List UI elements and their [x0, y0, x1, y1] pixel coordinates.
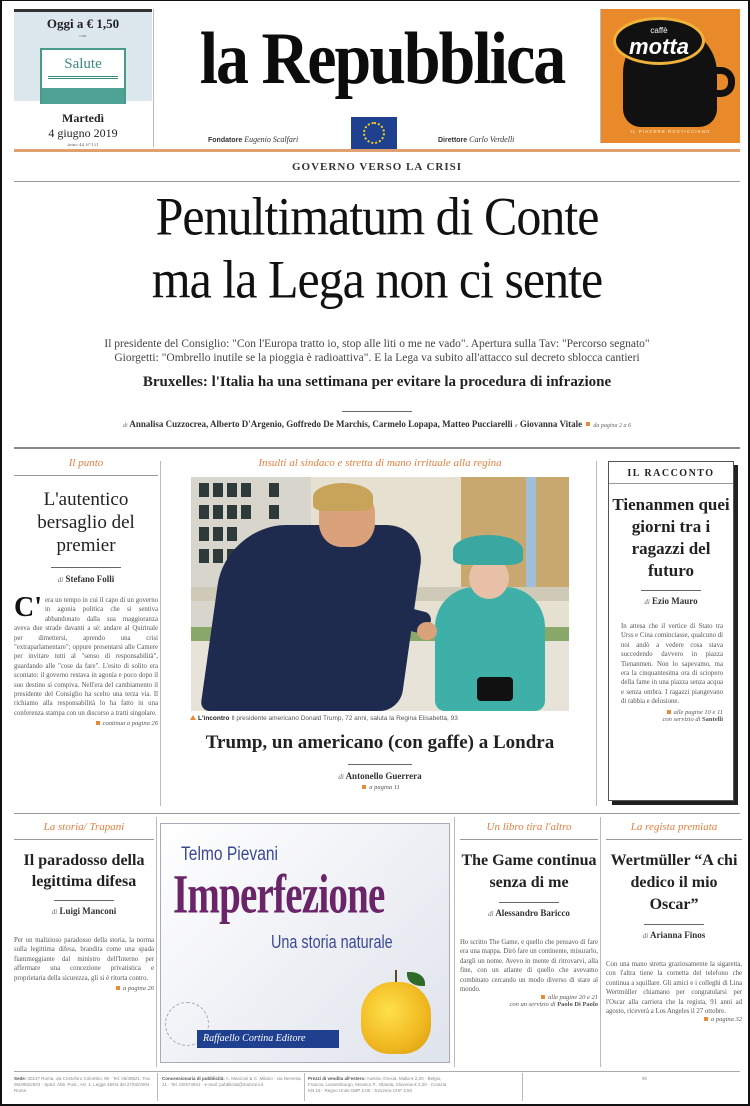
center-headline[interactable]: Trump, un americano (con gaffe) a Londra — [205, 732, 555, 753]
page-ref[interactable] — [460, 994, 598, 1001]
by-prefix: di — [122, 423, 128, 429]
bullet-icon — [116, 986, 120, 990]
byline-divider — [342, 411, 412, 412]
column-title[interactable]: The Game continua senza di me — [461, 852, 597, 891]
triangle-icon — [190, 715, 196, 720]
footer-address — [14, 1076, 154, 1094]
founder-credit — [208, 135, 298, 144]
by-prefix: di — [488, 910, 494, 918]
by-prefix: di — [51, 908, 58, 916]
ad-brand: motta — [629, 34, 689, 59]
column-divider — [600, 817, 601, 1067]
promo-panel — [14, 9, 152, 101]
service-prefix: con un servizio di — [509, 1001, 556, 1009]
trump-queen-photo[interactable] — [191, 477, 569, 711]
window — [241, 505, 251, 519]
column-title[interactable]: Wertmüller “A chi dedico il mio Oscar” — [610, 852, 738, 913]
window — [213, 527, 223, 541]
footer-divider-v — [522, 1073, 523, 1101]
body-text: era un tempo in cui il capo di un governo in agonia politica che si sentiva abbandonato dalla sua maggioranza aveva due strade davanti a sé: andare al Quirinale per dimettersi, aprendo una crisi "extraparlamentare"; oppure presentarsi alle Camere per invitare tutti al "senso di responsabilità", guardando alle "cose da fare". L'esito di solito era scontato: il governo restava in agonia e poco dopo il suo destino si compiva. Nell'era del cambiamento il presidente del Consiglio ha scelto una terza via. Il richiamo alla responsabilità lo ha fatto in una conferenza stampa con un discorso a tratti singolare. — [14, 597, 158, 717]
masthead — [12, 7, 742, 149]
author-divider — [641, 590, 701, 591]
bottom-section-divider — [14, 813, 740, 814]
column-wertmuller — [606, 821, 742, 1023]
trump-hair — [313, 483, 373, 511]
author-name: Stefano Folli — [65, 574, 115, 584]
column-author — [14, 906, 154, 916]
director-credit — [438, 135, 514, 144]
continue-text: continua a pagina 26 — [102, 720, 158, 728]
ad-brand-small: caffè — [650, 26, 668, 35]
column-title[interactable]: Tienanmen quei giorni tra i ragazzi del futuro — [612, 495, 730, 580]
page-ref[interactable]: da pagina 2 a 6 — [593, 423, 632, 429]
window — [227, 505, 237, 519]
palace-window-blue — [526, 477, 536, 587]
service-credit — [609, 716, 723, 723]
column-title[interactable]: Il paradosso della legittima difesa — [23, 852, 145, 890]
deck-line-2: Giorgetti: "Ombrello inutile se la pioggia è radioattiva". E la Lega va subito all'attacco sul decreto sblocca cantieri — [114, 352, 640, 364]
section-divider — [14, 447, 740, 449]
promo-with: con — [79, 33, 87, 38]
eu-flag-icon — [351, 117, 397, 151]
author-name: Antonello Guerrera — [345, 771, 422, 781]
author-name: Alessandro Baricco — [495, 908, 570, 918]
footer-label: Concessionaria di pubblicità: — [162, 1076, 225, 1081]
column-baricco — [460, 821, 598, 1008]
bullet-icon — [704, 1017, 708, 1021]
authors: Annalisa Cuzzocrea, Alberto D'Argenio, Goffredo De Marchis, Carmelo Lopapa, Matteo Pucciarelli — [129, 419, 513, 429]
column-il-punto — [14, 457, 158, 727]
page-ref-text: a pagina 11 — [369, 784, 400, 791]
motta-logo-oval — [613, 17, 705, 65]
footer-text: A. Manzoni & C. Milano · via Nervesa, 21 · Tel. 02/574941 · e-mail: pubblicita@manzoni.it — [162, 1076, 302, 1087]
director-label: Direttore — [438, 137, 468, 144]
bullet-icon — [96, 721, 100, 725]
photo-caption — [190, 715, 590, 722]
footer-text: Austria, Grecia, Malta € 2,20 · Belgio, Francia, Lussemburgo, Monaco P., Olanda, Slovenia € 2,20 · Croazia KN 15 · Regno Unito GBP 2,00 · Svizzera CHF 3,50 — [308, 1076, 447, 1093]
eu-stars-ring — [363, 122, 385, 144]
kicker-divider — [14, 181, 740, 182]
column-divider — [156, 817, 157, 1067]
lead-deck — [14, 337, 740, 365]
column-author — [606, 930, 742, 940]
column-divider — [454, 817, 455, 1067]
ad-slogan: IL PIACERE ROSTICCIANO — [630, 129, 711, 134]
ad-publisher: Raffaello Cortina Editore — [197, 1030, 339, 1048]
label-divider — [14, 839, 154, 840]
author-name: Luigi Manconi — [59, 906, 117, 916]
footer-label: Prezzi di vendita all'estero: — [308, 1076, 366, 1081]
promo-book-title: Salute — [64, 56, 102, 72]
citrus-fruit-icon — [361, 982, 431, 1054]
page-ref[interactable] — [170, 784, 590, 791]
lead-subhead[interactable]: Bruxelles: l'Italia ha una settimana per evitare la procedura di infrazione — [142, 374, 612, 390]
page-ref[interactable] — [606, 1016, 742, 1023]
label-divider — [14, 475, 158, 476]
promo-book-cover — [40, 48, 126, 104]
column-label: IL RACCONTO — [609, 462, 733, 484]
service-author: Santelli — [702, 715, 723, 723]
headline-line-2: ma la Lega non ci sente — [151, 248, 603, 310]
author-name: Arianna Finos — [649, 930, 706, 940]
ad-title: Imperfezione — [173, 863, 385, 925]
last-author: Giovanna Vitale — [519, 419, 583, 429]
bullet-icon — [667, 710, 671, 714]
handbag — [477, 677, 513, 701]
footer-number: 90 — [642, 1076, 648, 1081]
racconto-box — [608, 461, 734, 801]
queen-hat — [453, 535, 523, 565]
page-ref[interactable] — [609, 709, 723, 716]
author-divider — [51, 567, 121, 568]
masthead-divider — [14, 149, 740, 152]
promo-book-rule — [48, 76, 118, 79]
window — [227, 527, 237, 541]
promo-box[interactable] — [14, 9, 154, 147]
headline-line-1: Penultimatum di Conte — [155, 186, 599, 247]
and-word: e — [514, 423, 518, 429]
window — [213, 483, 223, 497]
cup-handle-icon — [713, 67, 735, 97]
column-label: La regista premiata — [630, 821, 718, 833]
lead-bylines — [14, 419, 740, 429]
service-credit — [460, 1001, 598, 1008]
column-body: Ho scritto The Game, e quello che pensavo di fare era una mappa. Dirò fare un continente, misurarlo, dargli un nome. Avevo in mente di ritrovarvi, alla fine, con un atlante di quello che avevamo combinato cercando un modo diverso di stare al mondo. — [460, 939, 598, 994]
column-body: Per un malizioso paradosso della storia, la norma sulla legittima difesa, brandita come una spada fiammeggiante dal ministro dell'Interno per affermare una concezione privatistica e proprietaria della sicurezza, gli si è ritorta contro. — [14, 937, 154, 982]
column-author — [460, 908, 598, 918]
photo-kicker: Insulti al sindaco e stretta di mano irrituale alla regina — [258, 457, 502, 469]
service-author: Paolo Di Paolo — [557, 1001, 598, 1009]
caption-text: Il presidente americano Donald Trump, 72 anni, saluta la Regina Elisabetta, 93 — [231, 715, 458, 722]
author-divider — [348, 764, 412, 765]
promo-book-band — [42, 88, 124, 104]
footer-advertising — [162, 1076, 302, 1088]
footer-text: 00147 Roma, via Cristoforo Colombo, 90 · Tel. 06/49821, Fax 06/49822923 · Sped. Abb. Post., Art. 1, Legge 46/04 del 27/02/2004 · Roma — [14, 1076, 153, 1093]
author-divider — [644, 924, 704, 925]
deck-line-1: Il presidente del Consiglio: "Con l'Europa tratto io, stop alle liti o me ne vado". Apertura sulla Tav: "Percorso segnato" — [104, 338, 650, 350]
page-ref-text: a pagina 32 — [710, 1016, 742, 1024]
director-name: Carlo Verdelli — [469, 135, 515, 144]
by-prefix: di — [644, 598, 650, 606]
caption-label: L'incontro — [198, 715, 230, 722]
window — [269, 505, 279, 519]
continue-ref[interactable] — [14, 720, 158, 727]
issue-day: Martedì — [62, 111, 104, 125]
label-divider — [460, 839, 598, 840]
issue-date: 4 giugno 2019 — [48, 126, 118, 140]
column-il-racconto — [606, 457, 742, 801]
column-label: Il punto — [68, 457, 104, 469]
lead-headline[interactable] — [14, 185, 740, 310]
founder-label: Fondatore — [208, 137, 243, 144]
service-prefix: con servizio di — [662, 715, 701, 723]
footer-prices — [308, 1076, 448, 1094]
column-label: Un libro tira l'altro — [486, 821, 572, 833]
column-divider — [596, 461, 597, 806]
bullet-icon — [541, 995, 545, 999]
footer-label: Sede: — [14, 1076, 27, 1081]
by-prefix: di — [338, 773, 344, 781]
lead-kicker: GOVERNO VERSO LA CRISI — [291, 161, 463, 173]
founder-name: Eugenio Scalfari — [244, 135, 299, 144]
ad-background — [160, 823, 450, 1063]
window — [213, 505, 223, 519]
author-divider — [54, 900, 114, 901]
window — [269, 483, 279, 497]
page-ref-text: a pagina 26 — [122, 985, 154, 993]
ad-author: Telmo Pievani — [181, 844, 278, 865]
column-author — [609, 596, 733, 606]
page-ref-text: alle pagine 10 e 11 — [673, 708, 723, 716]
imperfezione-book-ad[interactable] — [160, 823, 450, 1063]
column-divider — [160, 461, 161, 806]
caffe-motta-ad[interactable] — [600, 9, 740, 143]
window — [213, 549, 223, 563]
page-ref-text: alle pagine 20 e 21 — [548, 994, 598, 1002]
column-legittima-difesa — [14, 821, 154, 992]
center-author — [170, 771, 590, 781]
drop-cap: C' — [14, 592, 42, 623]
window — [241, 483, 251, 497]
window — [199, 505, 209, 519]
center-story — [170, 457, 590, 791]
issue-number: Anno 44 N°131 — [67, 142, 99, 147]
author-divider — [499, 902, 559, 903]
handshake — [417, 622, 437, 640]
column-body: In attesa che il vertice di Stato tra Urss e Cina cominciasse, qualcuno di noi andò a vedere cosa stava succedendo davvero in piazza Tienanmen. Non lo sapevamo, ma era la cinquantesima ora di sciopero della fame in una piazza senza acqua e senza ombra. I ragazzi piangevano di rabbia e delusione. — [621, 623, 723, 706]
window — [199, 527, 209, 541]
window — [199, 549, 209, 563]
column-label: La storia/ Trapani — [43, 821, 125, 833]
column-title[interactable]: L'autentico bersaglio del premier — [37, 489, 135, 556]
window — [227, 483, 237, 497]
footer-divider — [14, 1071, 740, 1072]
label-divider — [606, 839, 742, 840]
column-body: Con una mano stretta graziosamente la sigaretta, con l'altra tiene la cornetta del telefono che continua a squillare. Gli amici e i colleghi di Lina Wertmüller chiamano per congratularsi per l'Oscar alla carriera che la regista, 91 anni ad agosto, riceverà a Los Angeles il 27 ottobre. — [606, 961, 742, 1016]
newspaper-logo[interactable]: la Repubblica — [199, 18, 565, 100]
by-prefix: di — [57, 576, 64, 584]
column-body — [14, 592, 158, 718]
ad-subtitle: Una storia naturale — [271, 932, 393, 952]
column-author — [14, 574, 158, 584]
bullet-icon — [362, 785, 366, 789]
footer-divider-v — [157, 1073, 158, 1101]
by-prefix: di — [642, 932, 649, 940]
window — [199, 483, 209, 497]
bullet-icon — [586, 422, 590, 426]
author-name: Ezio Mauro — [652, 596, 698, 606]
page-ref[interactable] — [14, 985, 154, 992]
promo-price: Oggi a € 1,50 — [46, 16, 120, 31]
footer-divider-v — [304, 1073, 305, 1101]
